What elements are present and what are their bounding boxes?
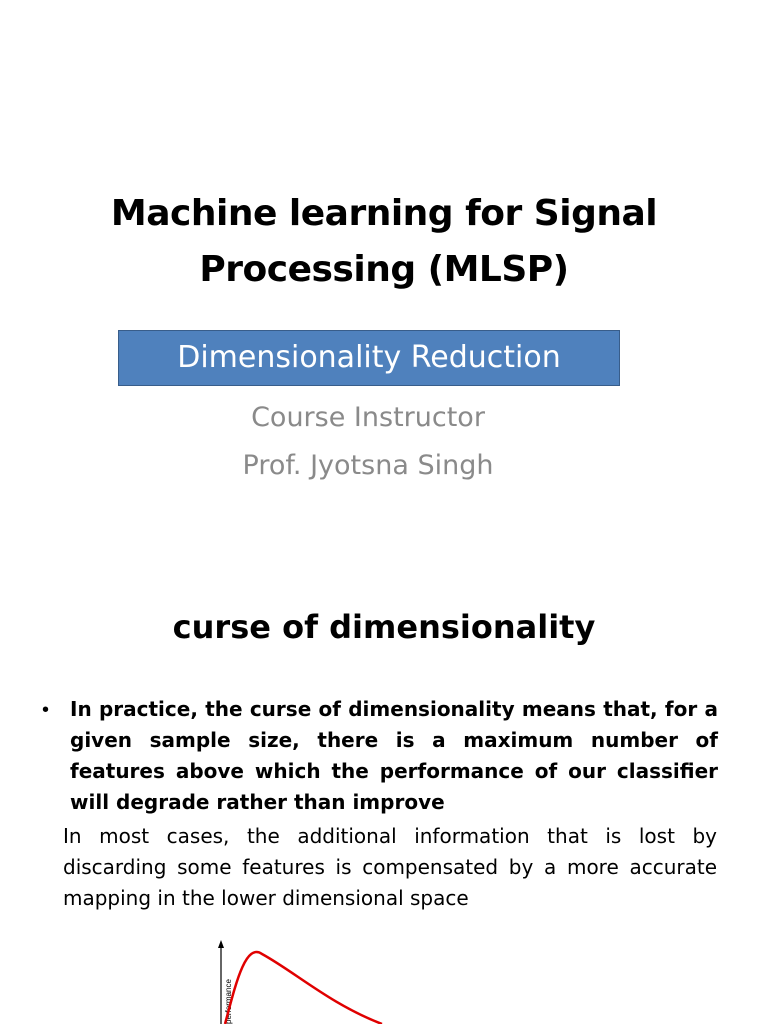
bullet-icon: • (42, 699, 50, 721)
performance-chart (200, 932, 440, 1024)
title-line-2: Processing (MLSP) (199, 249, 569, 290)
slide-heading: curse of dimensionality (172, 608, 596, 646)
title-line-1: Machine learning for Signal (110, 193, 658, 234)
slide-curse-of-dimensionality (0, 560, 768, 1024)
page-title (60, 186, 708, 298)
performance-curve (225, 952, 382, 1024)
bullet-item (42, 694, 718, 818)
topic-box: Dimensionality Reduction (118, 330, 620, 386)
body-paragraph: In most cases, the additional information that is lost by discarding some features is compensated by a more accurate mapping in the lower dimensional space (63, 824, 717, 910)
bullet-text: In practice, the curse of dimensionality means that, for a given sample size, there is a maximum number of features above which the performance of our classifier will degrade rather than improve (70, 697, 718, 814)
y-axis-label: performance (224, 979, 233, 1024)
y-axis-arrow-icon (218, 940, 224, 948)
instructor-name: Prof. Jyotsna Singh (242, 450, 494, 481)
instructor-label: Course Instructor (251, 402, 485, 433)
